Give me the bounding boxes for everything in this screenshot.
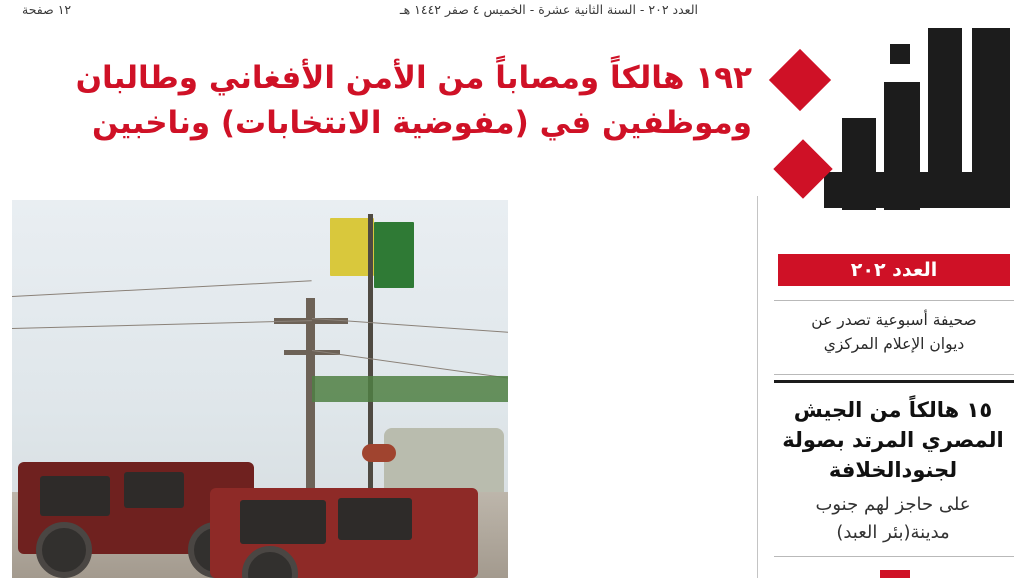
pages-count-label: ١٢ صفحة	[22, 2, 72, 17]
logo-stroke-noon	[884, 82, 920, 210]
photo-flag-green	[374, 222, 414, 288]
masthead-sidebar	[760, 22, 1028, 578]
divider	[774, 556, 1014, 557]
photo-vehicle-window	[338, 498, 412, 540]
sidebar-subheadline-line-1: على حاجز لهم جنوب	[815, 494, 971, 515]
sidebar-headline-line-2: المصري المرتد بصولة	[782, 428, 1004, 452]
sidebar-headline-line-1: ١٥ هالكاً من الجيش	[793, 398, 993, 422]
photo-flag-mast	[368, 214, 373, 514]
newspaper-logo	[760, 22, 1028, 237]
photo-vehicle-window	[124, 472, 184, 508]
divider	[774, 374, 1014, 375]
photo-tree-line	[312, 376, 508, 402]
photo-tank-pipe	[362, 444, 396, 462]
tagline-line-2: ديوان الإعلام المركزي	[823, 335, 965, 353]
issue-number-badge: العدد ٢٠٢	[778, 254, 1010, 286]
red-square-marker	[880, 570, 910, 578]
logo-stroke-ba	[842, 118, 876, 210]
divider	[774, 300, 1014, 301]
photo-vehicle-wheel	[36, 522, 92, 578]
logo-dot	[890, 44, 910, 64]
column-separator	[757, 196, 758, 578]
main-headline	[40, 56, 752, 146]
photo-vehicle-window	[240, 500, 326, 544]
logo-red-diamond-top	[769, 49, 831, 111]
issue-info-line: العدد ٢٠٢ - السنة الثانية عشرة - الخميس ٤ صفر ١٤٤٢ هـ	[399, 2, 698, 17]
sidebar-headline-line-3: لجنودالخلافة	[828, 458, 958, 482]
tagline-line-1: صحيفة أسبوعية تصدر عن	[811, 311, 977, 329]
masthead-top-strip	[0, 0, 1028, 22]
main-headline-line-2: وموظفين في (مفوضية الانتخابات) وناخبين	[92, 104, 752, 141]
photo-vehicle-window	[40, 476, 110, 516]
news-photo	[12, 200, 508, 578]
sidebar-subheadline-line-2: مدينة(بئر العبد)	[836, 522, 950, 543]
main-headline-line-1: ١٩٢ هالكاً ومصاباً من الأمن الأفغاني وطالبان	[75, 60, 752, 96]
divider-thick	[774, 380, 1014, 383]
